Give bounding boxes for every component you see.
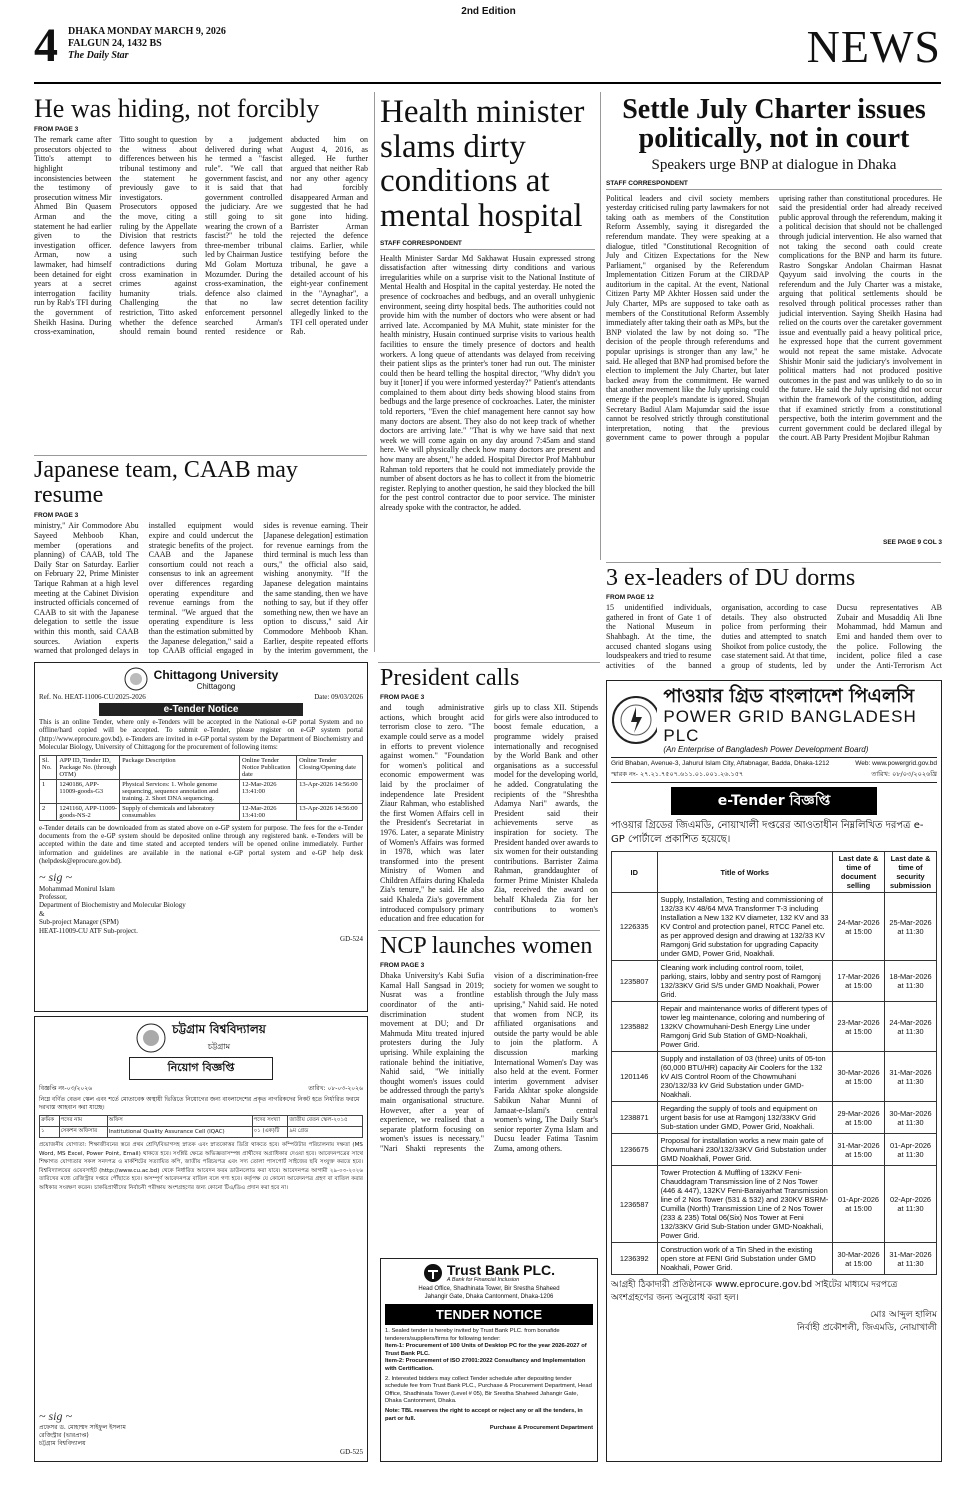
- column-header: Package Description: [120, 755, 240, 779]
- table-cell: 1236392: [612, 1243, 658, 1275]
- ad-code: GD-524: [340, 935, 363, 944]
- column-header: Online Tender Closing/Opening date: [297, 755, 363, 779]
- from-page: FROM PAGE 3: [380, 962, 425, 970]
- date: DHAKA MONDAY MARCH 9, 2026: [68, 26, 226, 37]
- story-divider: [34, 455, 367, 456]
- tender-item: 2. Interested bidders may collect Tender schedule after depositing tender schedule fee from Trust Bank PLC., Purchase & Procurement Department, Head Office, Shadhinata Tower (Level # 05), Bir Srestha Shaheed Jahangir Gate, Dhaka Cantonment, Dhaka.: [385, 1375, 592, 1405]
- memo-number: স্মারক নং- ২৭.২১.৭৫০৭.৬১১.০১.০০১.২৬.১৫৭: [611, 770, 744, 778]
- story-body: 15 unidentified individuals, gathered in front of Gate 1 of the National Museum in Shahbagh. At the time, the accused chanted slogans using loudspeakers and tried to resume activities of the banned organisation, according to case details. They also obstructed police from performing their duties and attempted to snatch Shoikot from police custody, the case statement said. At that time, a group of students, led by Ducsu representatives AB Zubair and Musaddiq Ali Ibne Mohammad, hdd Mamun and Emi and handed them over to the police. Following the incident, police filed a case under the Anti-Terrorism Act: [606, 603, 942, 670]
- table-row: [612, 1102, 937, 1134]
- signer-block: [39, 1424, 363, 1448]
- etender-table: [611, 851, 937, 1275]
- from-page: FROM PAGE 3: [380, 694, 425, 702]
- ad-banner: e-Tender Notice: [99, 703, 303, 716]
- ad-header: [39, 1021, 363, 1054]
- column-header: Last date & time of security submission: [885, 852, 937, 893]
- see-page-jump: SEE PAGE 9 COL 3: [882, 538, 942, 546]
- table-row: [612, 893, 937, 961]
- table-cell: Proposal for installation works a new main gate of Chowmuhani 230/132/33KV Grid Substation under GMD Noakhali, Power Grid.: [657, 1134, 833, 1166]
- story-divider: [606, 562, 941, 563]
- table-cell: 1235807: [612, 961, 658, 1002]
- table-cell: 30-Mar-2026 at 15:00: [833, 1243, 885, 1275]
- signer-line: Department of Biochemistry and Molecular Biology: [39, 901, 186, 910]
- table-cell: 1236587: [612, 1166, 658, 1243]
- table-cell: 1235882: [612, 1002, 658, 1052]
- column-header: Last date & time of document selling: [833, 852, 885, 893]
- ad-ref-line: [39, 1083, 363, 1094]
- column-header: Title of Works: [657, 852, 833, 893]
- table-cell: Cleaning work including control room, toilet, parking, stairs, lobby and sentry post of Ramgonj 132/33KV Grid S/S under GMD Noakhali, Power Grid.: [657, 961, 833, 1002]
- headline: Health minister slams dirty conditions at mental hospital: [380, 95, 585, 234]
- memo-line: [611, 769, 937, 783]
- column-header: অফিস: [107, 1116, 252, 1127]
- column-divider: [600, 92, 601, 560]
- table-cell: Construction work of a Tin Shed in the existing open store at FENI Grid Substation under GMD Noakhali, Power Grid.: [657, 1243, 833, 1275]
- ad-body: [385, 1328, 593, 1433]
- column-header: জাতীয় বেতন স্কেল-২০১৫: [288, 1116, 363, 1127]
- table-cell: 30-Mar-2026 at 11:30: [885, 1102, 937, 1134]
- story-president-calls: [380, 666, 598, 930]
- signature: ~ sig ~: [39, 1409, 72, 1423]
- bank-address: [385, 1285, 593, 1301]
- story-body: Health Minister Sardar Md Sakhawat Husain expressed strong dissatisfaction after witnessing dirty conditions and various irregularities while on a surprise visit to the National Institute of Mental Health and Hospital in the capital yesterday. He noted the presence of cockroaches and bedbugs, and an overall unhygienic environment, seeing dirty hospital beds. The authorities could not provide him with the number of doctors who were absent or had arrived late. Accompanied by MA Muhit, state minister for the health ministry, Husain continued surprise visits to various health facilities to ensure the timely presence of doctors and health workers. A long queue of attendants was delayed from receiving their patient slips as the printer's toner had run out. The minister could then be heard telling the hospital director, "Why didn't you buy it [toner] if you were informed yesterday?" Patient's attendants complained to them about dirty beds showing blood stains from bedbugs and the large presence of cockroaches. Later, the minister told reporters, "Even the chief management here cannot say how many doctors are absent. They also do not keep track of whether doctors are arriving late." "That is why we have said that next week we will come again on any day around 7:45am and stand here. We will physically check how many doctors are present and how many are absent," he added. Hospital Director Prof Mahbubur Rahman told reporters that he could not immediately provide the number of absent doctors as he has to collect it from the biometric register. Replying to another question, he said they blocked the bill for the pest control contractor due to poor service. The minister already spoke with the contractor, he added.: [380, 253, 595, 512]
- section-title: NEWS: [806, 21, 941, 72]
- address-line: Head Office, Shadhinata Tower, Bir Srestha Shaheed: [418, 1286, 560, 1292]
- signer-name: মোঃ আব্দুল হালিম: [870, 1310, 937, 1320]
- table-cell: 24-Mar-2026 at 11:30: [885, 1002, 937, 1052]
- ad-org-name: চট্টগ্রাম বিশ্ববিদ্যালয়: [172, 1022, 266, 1036]
- column-header: Online Tender Notice Publication date: [239, 755, 296, 779]
- byline: STAFF CORRESPONDENT: [380, 240, 595, 250]
- table-cell: 17-Mar-2026 at 15:00: [833, 961, 885, 1002]
- headline: Japanese team, CAAB may resume: [34, 458, 298, 509]
- ref-number: বিজ্ঞপ্তি নং-০৩/২০২৬: [39, 1085, 93, 1092]
- signer-line: চট্টগ্রাম বিশ্ববিদ্যালয়: [39, 1440, 86, 1447]
- table-cell: Tower Protection & Muffling of 132KV Feni-Chauddagram Transmission line of 2 Nos Tower (446 & 447), 132KV Feni-Baraiyarhat Transmission line of 2 Nos Tower (531 & 532) and 230KV BSRM-Cumilla (North) Transmission Line of 2 Nos Tower (233 & 235) Total 06(Six) Nos Tower at Feni 132/33KV Grid Sub-Station under GMD-Noakhali, Power Grid.: [657, 1166, 833, 1243]
- org-subtitle: (An Enterprise of Bangladesh Power Development Board): [663, 745, 869, 754]
- ref-date: Date: 09/03/2026: [314, 693, 363, 701]
- story-japanese-team: [34, 458, 368, 656]
- tender-item: Item-2: Procurement of ISO 27001:2022 Consultancy and Implementation with Certification.: [385, 1358, 586, 1372]
- story-du-dorms: [606, 566, 942, 674]
- org-name-bangla: পাওয়ার গ্রিড বাংলাদেশ পিএলসি: [663, 685, 915, 707]
- org-contact: [611, 760, 937, 767]
- signer-line: Professor,: [39, 893, 67, 902]
- bangla-date: FALGUN 24, 1432 BS: [68, 38, 162, 49]
- table-cell: 29-Mar-2026 at 15:00: [833, 1102, 885, 1134]
- bank-logo: [385, 1263, 593, 1283]
- bank-department: Purchase & Procurement Department: [489, 1425, 593, 1432]
- org-name-english: POWER GRID BANGLADESH PLC: [663, 707, 917, 745]
- story-body: Political leaders and civil society members yesterday criticised ruling party lawmakers for not taking oath as members of the Constitution Reform Assembly, saying it disregarded the referendum mandate. They were speaking at a dialogue, titled "Constitutional Recognition of July and Citizen Expectations for the New Parliament," organised by the Referendum Implementation Citizen Forum at the CIRDAP auditorium in the capital. At the event, National Citizen Party MP Akhter Hossen said under the July Charter, MPs are supposed to take oath as members of the Constitutional Reform Assembly immediately after taking their oath as MPs, but the BNP violated the law by not doing so. "The decision of the people through referendums and popular uprisings is stronger than any law," he said. He alleged that BNP had promised before the election to implement the July Charter, but later backed away from the commitment. He warned that another movement like the July uprising could emerge if the people's mandate is ignored. Shujan Secretary Badiul Alam Majumdar said the issue cannot be resolved strictly through constitutional interpretation, noting that the previous government came to power through a popular uprising rather than constitutional procedures. He said the presidential order had already received public approval through the referendum, making it a political decision that should not be challenged through judicial intervention. He also warned that not taking the second oath could create complications for the BNP and harm its future. Rastro Songskar Andolan Chairman Hasnat Qayyum said involving the courts in the referendum and the July Charter was a mistake, arguing that political settlements should be resolved through political processes rather than judicial intervention. Saying Sheikh Hasina had relied on the courts over the caretaker government issue and eventually paid a heavy political price, he expressed hope that the current government would not repeat the same mistake. Advocate Shishir Monir said the judiciary's involvement in political matters had not produced positive outcomes in the past and was unlikely to do so in the future. He said the July uprising did not occur within the framework of the constitution, adding that if examined strictly from a constitutional perspective, both the interim government and the current government could be declared illegal by the court. AB Party President Mojibur Rahman: [606, 193, 942, 443]
- table-cell: 1240186, APP-11009-goods-G3: [57, 779, 120, 803]
- from-page: FROM PAGE 3: [34, 126, 79, 134]
- signer-line: রেজিস্ট্রার (ভারপ্রাপ্ত): [39, 1432, 89, 1439]
- table-cell: 1: [40, 779, 57, 803]
- table-cell: 1236675: [612, 1134, 658, 1166]
- edition-label: 2nd Edition: [461, 6, 516, 17]
- tender-table: [39, 755, 363, 821]
- table-cell: ৯ম গ্রেড: [288, 1127, 363, 1138]
- signer-block: [611, 1309, 937, 1335]
- table-row: [612, 1166, 937, 1243]
- headline: Settle July Charter issues politically, not in court: [622, 95, 926, 155]
- org-address: Grid Bhaban, Avenue-3, Jahurul Islam City, Aftabnagar, Badda, Dhaka-1212: [611, 760, 830, 767]
- table-cell: Repair and maintenance works of different types of tower leg maintenance, coloring and numbering of 132KV Chowmuhani-Desh Energy Line under Ramgonj Grid Sub Station of GMD-Noakhali, Power Grid.: [657, 1002, 833, 1052]
- ad-code: GD-525: [340, 1448, 363, 1456]
- bank-logo-icon: [423, 1263, 443, 1283]
- table-cell: 31-Mar-2026 at 11:30: [885, 1052, 937, 1102]
- table-cell: 1226335: [612, 893, 658, 961]
- byline: STAFF CORRESPONDENT: [606, 180, 942, 190]
- table-cell: 13-Apr-2026 14:56:00: [297, 779, 363, 803]
- table-cell: 1241160, APP-11009-goods-NS-2: [57, 803, 120, 820]
- signer-line: প্রফেসর ড. মোহাম্মদ সাইফুল ইসলাম: [39, 1424, 126, 1431]
- signer-title: নির্বাহী প্রকৌশলী, জিএমডি, নোয়াখালী: [797, 1323, 937, 1333]
- story-health-minister: [380, 95, 595, 655]
- table-cell: ১: [40, 1127, 60, 1138]
- ad-org-name: Chittagong University: [153, 667, 279, 682]
- table-cell: 01-Apr-2026 at 11:30: [885, 1134, 937, 1166]
- table-cell: 13-Apr-2026 14:56:00: [297, 803, 363, 820]
- ad-intro: নিম্নে বর্ণিত বেতন স্কেল এবং শর্তে মোতাবেক অস্থায়ী ভিত্তিতে নিয়োগের জন্য বাংলাদেশের প্রকৃত নাগরিকদের নিকট হতে নির্ধারিত ফরমে দরখাস্ত আহবান করা যাচ্ছে।: [39, 1096, 360, 1111]
- memo-date: তারিখ: ০৮/০৩/২০২৬খ্রি: [871, 770, 937, 778]
- headline: He was hiding, not forcibly: [34, 95, 320, 123]
- headline: President calls: [380, 666, 520, 691]
- dateline: [68, 26, 226, 50]
- table-cell: ০১ (এক)টি: [252, 1127, 288, 1138]
- table-cell: 18-Mar-2026 at 11:30: [885, 961, 937, 1002]
- bank-name: Trust Bank PLC.: [446, 1262, 556, 1278]
- tender-note: Note: TBL reserves the right to accept or reject any or all the tenders, in part or full.: [385, 1407, 583, 1422]
- from-page: FROM PAGE 3: [34, 512, 79, 520]
- table-row: [612, 1052, 937, 1102]
- university-seal-icon: [136, 1023, 166, 1053]
- ad-trust-bank: [380, 1258, 598, 1462]
- table-row: [612, 1002, 937, 1052]
- table-cell: 12-Mar-2026 13:41:00: [239, 779, 296, 803]
- university-seal-icon: [124, 667, 148, 691]
- ad-cu-recruitment: [34, 1016, 368, 1462]
- subheadline: Speakers urge BNP at dialogue in Dhaka: [651, 156, 897, 173]
- story-divider: [378, 930, 600, 931]
- ad-header: [611, 685, 937, 758]
- column-header: Sl. No.: [40, 755, 57, 779]
- ad-intro: পাওয়ার গ্রিডের জিএমডি, নোয়াখালী দপ্তরের আওতাধীন নিম্নলিখিত দরপত্র e-GP পোর্টালে প্রকাশিত হয়েছে।: [611, 820, 924, 845]
- table-cell: 30-Mar-2026 at 15:00: [833, 1052, 885, 1102]
- ad-footer: আগ্রহী ঠিকাদারী প্রতিষ্ঠানকে www.eprocure.gov.bd সাইটের মাধ্যমে দরপত্রে অংশগ্রহণের জন্য অনুরোধ করা হল।: [611, 1280, 898, 1303]
- signer-line: HEAT-11009-CU ATF Sub-project.: [39, 926, 138, 935]
- ad-org-city: Chittagong: [196, 681, 236, 691]
- ad-org-city: চট্টগ্রাম: [207, 1042, 231, 1051]
- story-body: The remark came after prosecutors objected to Titto's attempt to highlight inconsistencies between the testimony of prosecution witness Mir Ahmed Bin Quasem Arman and the statement he had earlier given to the investigation officer. Arman, now a lawmaker, had himself been detained for eight years at a secret interrogation facility run by Rab's TFI during the government of Sheikh Hasina. During cross-examination, Titto sought to question the witness about differences between his tribunal testimony and the statement he previously gave to investigators. Prosecutors opposed the move, citing a ruling by the Appellate Division that restricts defence lawyers from using such contradictions during cross examination in crimes against humanity trials. Challenging the restriction, Titto asked whether the defence should remain bound by a judgement delivered during what he termed a "fascist rule". "We call that government fascist, and it is said that that government controlled the judiciary. Are we still going to sit wearing the crown of a fascist?" he told the three-member tribunal led by Chairman Justice Md Golam Mortuza Mozumder. During the cross-examination, the defence also claimed that no law enforcement personnel searched Arman's rented residence or abducted him on August 4, 2016, as alleged. He further argued that neither Rab nor any other agency had forcibly disappeared Arman and suggested that he had gone into hiding. Barrister Arman rejected the defence claims. Earlier, while testifying before the tribunal, he gave a detailed account of his eight-year confinement in the "Aynaghar", a secret detention facility allegedly linked to the TFI cell operated under Rab.: [34, 135, 368, 337]
- ad-power-grid: [606, 680, 942, 1462]
- table-cell: 2: [40, 803, 57, 820]
- signer-line: &: [39, 909, 45, 918]
- table-cell: Institutional Quality Assurance Cell (IQAC): [107, 1127, 252, 1138]
- ad-ref-line: [39, 693, 363, 701]
- ref-number: Ref. No. HEAT-11006-CU/2025-2026: [39, 693, 146, 701]
- table-cell: 23-Mar-2026 at 15:00: [833, 1002, 885, 1052]
- column-header: ক্রমিক: [40, 1116, 60, 1127]
- ad-banner: নিয়োগ বিজ্ঞপ্তি: [129, 1057, 273, 1080]
- story-ncp-women: [380, 934, 598, 1254]
- ad-header: [39, 667, 363, 691]
- power-grid-logo-icon: [611, 695, 657, 745]
- headline: NCP launches women: [380, 934, 593, 959]
- ad-footer: e-Tender details can be downloaded from as stated above on e-GP system for purpose. The fees for the e-Tender documents from the e-GP system should be deposited online through any registered bank. e-Tenders will be accepted within the date and time stated and accepted tenders will be opened online immediately. Further information and guidelines are available in the national e-GP portal system and e-GP help desk (helpdesk@eprocure.gov.bd).: [39, 823, 363, 866]
- table-cell: 31-Mar-2026 at 15:00: [833, 1134, 885, 1166]
- table-cell: 01-Apr-2026 at 15:00: [833, 1166, 885, 1243]
- table-cell: 31-Mar-2026 at 11:30: [885, 1243, 937, 1275]
- table-cell: Supply of chemicals and laboratory consumables: [120, 803, 240, 820]
- signer-line: Mohammad Monirul Islam: [39, 884, 115, 893]
- column-header: APP ID, Tender ID, Package No. (through OTM): [57, 755, 120, 779]
- ad-banner: TENDER NOTICE: [385, 1304, 593, 1325]
- column-header: ID: [612, 852, 658, 893]
- table-row: [40, 803, 363, 820]
- signer-block: [39, 885, 363, 935]
- table-row: [612, 1134, 937, 1166]
- ad-cu-etender: [34, 662, 368, 1012]
- table-cell: Supply and installation of 03 (three) units of 05-ton (60,000 BTU/HR) capacity Air Coolers for the 132 kV AIS Control Room of the Chowmuhani 230/132/33 kV Grid Substation under GMD-Noakhali.: [657, 1052, 833, 1102]
- story-body: Dhaka University's Kabi Sufia Kamal Hall Sangsad in 2019; Nusrat was a frontline coordinator of the anti-discrimination student movement at DU; and Dr Mahmuda Mitu treated injured protesters during the July uprising. While explaining the rationale behind the initiative, Nahid said, "We initially thought women's issues could be addressed through the party's main organisational structure. However, after a year of experience, we realised that a separate platform focusing on women's issues is necessary." "Nari Shakti represents the vision of a discrimination-free society for women we sought to establish through the July mass uprising," Nahid said. He noted that women from NCP, its affiliated organisations and outside the party would be able to join the platform. A discussion marking International Women's Day was also held at the event. Former interim government adviser Farida Akhtar spoke alongside Sabikun Nahar Munni of Jamaat-e-Islami's central women's wing, The Daily Star's senior reporter Zyma Islam and Ducsu leader Fatima Tasnim Zuma, among others.: [380, 971, 598, 1153]
- story-body: ministry," Air Commodore Abu Sayeed Mehboob Khan, member (operations and planning) of CAAB, told The Daily Star on Saturday. Earlier on February 22, Prime Minister Tarique Rahman at a high level meeting at the Cabinet Division instructed officials concerned of CAAB to sit with the Japanese delegation to settle the issue within this month, said CAAB sources. Aviation experts warned that prolonged delays in installed equipment would expire and could undercut the strategic benefits of the project. CAAB and the Japanese consortium could not reach a consensus to ink an agreement over differences regarding operating expenditure and revenue earnings from the terminal. "We argued that the operating expenditure is less than the estimation submitted by the Japanese delegation," said a top CAAB official engaged in sides is revenue earning. Their [Japanese delegation] estimation for revenue earnings from the third terminal is much less than ours," the official also said, wishing anonymity. "If the Japanese delegation maintains the same standing, then we have nothing to say, but if they offer something new, then we have an option to discuss," said Air Commodore Mehboob Khan. Earlier, despite repeated efforts by the interim government, the: [34, 521, 368, 656]
- table-cell: 02-Apr-2026 at 11:30: [885, 1166, 937, 1243]
- table-cell: 12-Mar-2026 13:41:00: [239, 803, 296, 820]
- table-cell: Physical Services: 1. Whole genome sequencing, sequence annotation and training. 2. Short DNA sequencing.: [120, 779, 240, 803]
- signature: ~ sig ~: [39, 869, 72, 884]
- column-header: পদের সংখ্যা: [252, 1116, 288, 1127]
- ad-banner: e-Tender বিজ্ঞপ্তি: [671, 787, 877, 815]
- table-cell: Regarding the supply of tools and equipment on urgent basis for use at Ramgonj 132/33KV Grid Sub-station under GMD, Power Grid, Noakhali.: [657, 1102, 833, 1134]
- table-cell: 25-Mar-2026 at 11:30: [885, 893, 937, 961]
- page-number: 4: [34, 19, 58, 72]
- vacancy-table: [39, 1115, 363, 1138]
- headline: 3 ex-leaders of DU dorms: [606, 566, 856, 591]
- story-body: and tough administrative actions, which brought acid terrorism close to zero. "The example could serve as a model in efforts to prevent violence against women." "Foundation for women's political and economic empowerment was laid by the proclaimer of independence late President Ziaur Rahman, who established the first Women Affairs cell in the President's Secretariat in 1976. Later, a separate Ministry of Women's Affairs was formed in 1978, which was later transformed into the present Ministry of Women and Children Affairs during Khaleda Zia's tenure," he said. He also said Khaleda Zia's government introduced compulsory primary education and free education for girls up to class XII. Stipends for girls were also introduced to boost female education, a programme widely praised internationally and recognised by the World Bank and other organisations as a successful model for the developing world, he added. Congratulating the recipients of the "Shreshtha Adamya Nari" awards, the President said their achievements serve as inspiration for society. The President handed over awards to six women for their outstanding contributions. Barrister Zaima Rahman, granddaughter of former Prime Minister Khaleda Zia, received the award on behalf Khaleda Zia for her contributions to women's: [380, 703, 598, 924]
- ad-body: প্রয়োজনীয় যোগ্যতা: শিক্ষাজীবনের স্তরে প্রথম শ্রেণি/বিভাগসহ স্নাতক এবং স্নাতকোত্তর ডিগ্রি থাকতে হবে। কম্পিউটার পরিচালনায় দক্ষতা (MS Word, MS Excel, Power Point, Email) থাকতে হবে। সংশ্লিষ্ট ক্ষেত্রে অভিজ্ঞতাসম্পন্ন প্রার্থীদের অগ্রাধিকার দেওয়া হবে। আবেদনপত্রের সাথে শিক্ষাগত যোগ্যতার সকল সনদপত্র ও মার্কশিটের সত্যায়িত কপি, জাতীয় পরিচয়পত্র এবং সদ্য তোলা পাসপোর্ট সাইজের ছবি সংযুক্ত করতে হবে। বিশ্ববিদ্যালয়ের ওয়েবসাইট (http://www.cu.ac.bd) থেকে নির্ধারিত আবেদন ফরম ডাউনলোড করা যাবে। আবেদনপত্র আগামী ২৯-০৩-২০২৬ তারিখের মধ্যে রেজিস্ট্রার দপ্তরে পৌঁছাতে হবে। অসম্পূর্ণ আবেদনপত্র বাতিল বলে গণ্য হবে। কর্তৃপক্ষ যে কোনো আবেদনপত্র গ্রহণ বা বাতিল করার অধিকার সংরক্ষণ করেন। চাকরিপ্রার্থীদের নির্বাচনী পরীক্ষায় অংশগ্রহণের জন্য কোনো টিএ/ডিএ প্রদান করা হবে না।: [39, 1142, 363, 1191]
- table-cell: Supply, Installation, Testing and commissioning of 132/33 KV 48/64 MVA Transformer T-3 including Installation a New 132 KV diameter, 132 KV and 33 KV Control and protection panel, RTCC Panel etc. as per approved design and drawing at 132/33 KV Ramgonj Grid substation for upgrading Capacity under GMD, Power Grid, Noakhali.: [657, 893, 833, 961]
- tender-item: 1. Sealed tender is hereby invited by Trust Bank PLC. from bonafide tenderers/suppliers/firms for following tender:: [385, 1328, 560, 1342]
- table-cell: 1201146: [612, 1052, 658, 1102]
- table-cell: সেকশন অফিসার: [59, 1127, 107, 1138]
- from-page: FROM PAGE 12: [606, 594, 654, 602]
- masthead-logo: The Daily Star: [68, 50, 129, 61]
- table-row: [612, 1243, 937, 1275]
- tender-item: Item-1: Procurement of 100 Units of Desktop PC for the year 2026-2027 of Trust Bank PLC.: [385, 1343, 587, 1357]
- story-hiding: [34, 95, 368, 455]
- ad-intro: This is an online Tender, where only e-Tenders will be accepted in the National e-GP portal System and no offline/hard copied will be accepted. To submit e-Tender, please register on e-GP system portal (http://www.eprocure.gov.bd). e-Tenders are invited in e-GP portal system by the Department of Biochemistry and Molecular Biology, University of Chittagong for the procurement of following items:: [39, 718, 363, 752]
- table-cell: 24-Mar-2026 at 15:00: [833, 893, 885, 961]
- address-line: Jahangir Gate, Dhaka Cantonment, Dhaka-1206: [424, 1294, 554, 1300]
- signer-line: Sub-project Manager (SPM): [39, 918, 119, 927]
- story-july-charter: [606, 95, 942, 557]
- org-website: Web: www.powergrid.gov.bd: [855, 760, 937, 767]
- column-header: পদের নাম: [59, 1116, 107, 1127]
- table-row: [612, 961, 937, 1002]
- story-divider: [378, 662, 600, 663]
- table-cell: 1238871: [612, 1102, 658, 1134]
- bank-tagline: A Bank for Financial Inclusion: [446, 1277, 520, 1283]
- ref-date: তারিখ: ০৮-০৩-২০২৬: [308, 1085, 363, 1092]
- table-row: [40, 779, 363, 803]
- header-rule: [34, 82, 941, 84]
- column-divider: [374, 92, 375, 652]
